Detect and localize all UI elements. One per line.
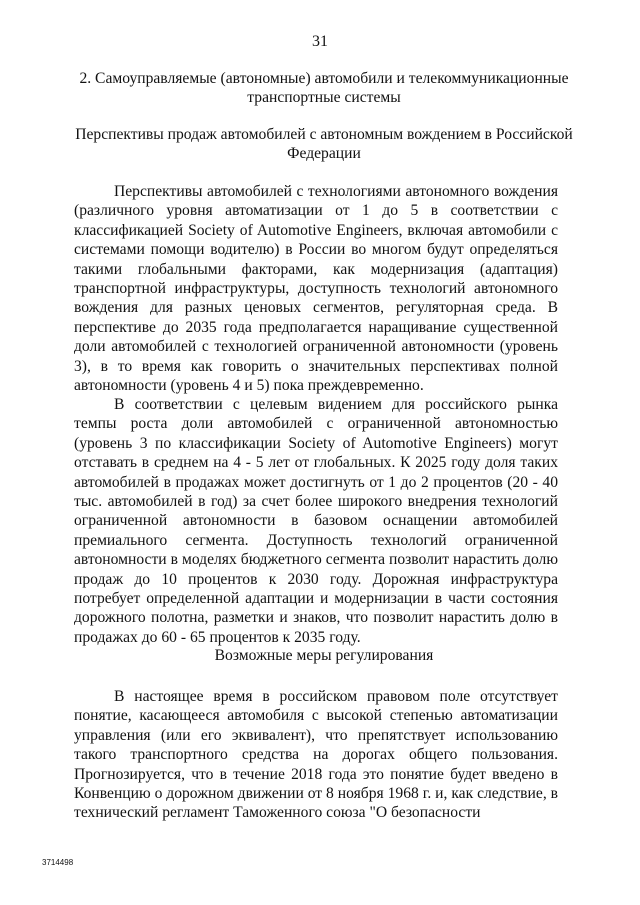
subsection-title: Перспективы продаж автомобилей с автономным вождением в Российской Федерации bbox=[75, 126, 573, 162]
paragraph-prospects: Перспективы автомобилей с технологиями автономного вождения (различного уровня автоматизации от 1 до 5 в соответствии с классификацией Society of Automotive Engineers, включая автомобили с системами помощи водителю) в России во многом будут определяться такими глобальными факторами, как модернизация (адаптация) транспортной инфраструктуры, доступность технологий автономного вождения для разных ценовых сегментов, регуляторная среда. В перспективе до 2035 года предполагается наращивание существенной доли автомобилей с технологией ограниченной автономности (уровень 3), в то время как говорить о значительных перспективах полной автономности (уровень 4 и 5) пока преждевременно. bbox=[74, 183, 558, 395]
document-code: 3714498 bbox=[42, 858, 74, 867]
section-title: 2. Самоуправляемые (автономные) автомобили и телекоммуникационные транспортные системы bbox=[79, 70, 569, 106]
paragraph-regulation: В настоящее время в российском правовом поле отсутствует понятие, касающееся автомобиля с высокой степенью автоматизации управления (или его эквивалент), что препятствует использованию такого транспортного средства на дорогах общего пользования. Прогнозируется, что в течение 2018 года это понятие будет введено в Конвенцию о дорожном движении от 8 ноября 1968 г. и, как следствие, в технический регламент Таможенного союза "О безопасности bbox=[74, 688, 558, 822]
measures-title: Возможные меры регулирования bbox=[214, 647, 434, 664]
page-number: 31 bbox=[312, 33, 328, 50]
paragraph-target-vision: В соответствии с целевым видением для российского рынка темпы роста доли автомобилей с ограниченной автономностью (уровень 3 по классификации Society of Automotive Engineers) могут отставать в среднем на 4 - 5 лет от глобальных. К 2025 году доля таких автомобилей в продажах может достигнуть от 1 до 2 процентов (20 - 40 тыс. автомобилей в год) за счет более широкого внедрения технологий ограниченной автономности в базовом оснащении автомобилей премиального сегмента. Доступность технологий ограниченной автономности в моделях бюджетного сегмента позволит нарастить долю продаж до 10 процентов к 2030 году. Дорожная инфраструктура потребует определенной адаптации и модернизации в части состояния дорожного полотна, разметки и знаков, что позволит нарастить долю в продажах до 60 - 65 процентов к 2035 году. bbox=[74, 396, 558, 646]
